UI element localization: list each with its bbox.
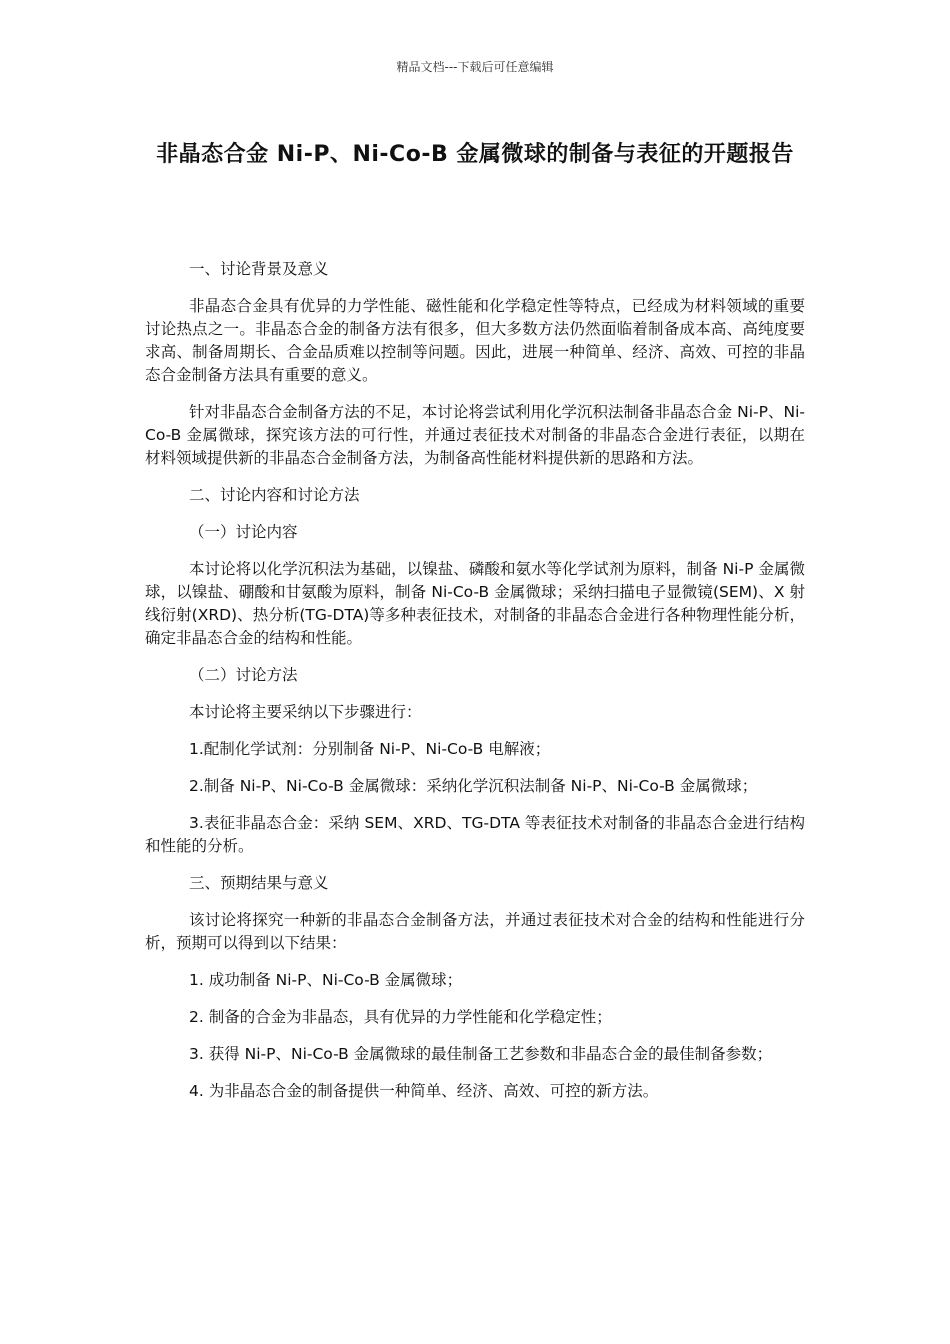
list-item: 1. 成功制备 Ni-P、Ni-Co-B 金属微球；	[189, 971, 463, 989]
list-item: 2.制备 Ni-P、Ni-Co-B 金属微球：采纳化学沉积法制备 Ni-P、Ni-Co-B 金属微球；	[189, 777, 758, 795]
document-body	[145, 258, 805, 1117]
paragraph: 针对非晶态合金制备方法的不足，本讨论将尝试利用化学沉积法制备非晶态合金 Ni-P、Ni-Co-B 金属微球，探究该方法的可行性，并通过表征技术对制备的非晶态合金进行表征，以期在材料领域提供新的非晶态合金制备方法，为制备高性能材料提供新的思路和方法。	[145, 403, 805, 467]
section-heading-3: 三、预期结果与意义	[189, 874, 329, 892]
paragraph: 该讨论将探究一种新的非晶态合金制备方法，并通过表征技术对合金的结构和性能进行分析，预期可以得到以下结果：	[145, 911, 805, 952]
list-item: 3.表征非晶态合金：采纳 SEM、XRD、TG-DTA 等表征技术对制备的非晶态合金进行结构和性能的分析。	[145, 814, 805, 855]
paragraph: 本讨论将以化学沉积法为基础，以镍盐、磷酸和氨水等化学试剂为原料，制备 Ni-P 金属微球，以镍盐、硼酸和甘氨酸为原料，制备 Ni-Co-B 金属微球；采纳扫描电子显微镜(SEM)、X 射线衍射(XRD)、热分析(TG-DTA)等多种表征技术，对制备的非晶态合金进行各种物理性能分析，确定非晶态合金的结构和性能。	[145, 560, 805, 647]
section-heading-2: 二、讨论内容和讨论方法	[189, 486, 360, 504]
paragraph: 非晶态合金具有优异的力学性能、磁性能和化学稳定性等特点，已经成为材料领域的重要讨论热点之一。非晶态合金的制备方法有很多，但大多数方法仍然面临着制备成本高、高纯度要求高、制备周期长、合金品质难以控制等问题。因此，进展一种简单、经济、高效、可控的非晶态合金制备方法具有重要的意义。	[145, 297, 805, 384]
subsection-heading-2: （二）讨论方法	[189, 666, 298, 684]
list-item: 2. 制备的合金为非晶态，具有优异的力学性能和化学稳定性；	[189, 1008, 612, 1026]
page-header: 精品文档---下载后可任意编辑	[396, 60, 554, 74]
list-item: 1.配制化学试剂：分别制备 Ni-P、Ni-Co-B 电解液；	[189, 740, 551, 758]
paragraph: 本讨论将主要采纳以下步骤进行：	[189, 703, 422, 721]
document-title: 非晶态合金 Ni-P、Ni-Co-B 金属微球的制备与表征的开题报告	[156, 142, 794, 167]
subsection-heading-1: （一）讨论内容	[189, 523, 298, 541]
list-item: 3. 获得 Ni-P、Ni-Co-B 金属微球的最佳制备工艺参数和非晶态合金的最佳制备参数；	[189, 1045, 773, 1063]
section-heading-1: 一、讨论背景及意义	[189, 260, 329, 278]
list-item: 4. 为非晶态合金的制备提供一种简单、经济、高效、可控的新方法。	[189, 1082, 659, 1100]
